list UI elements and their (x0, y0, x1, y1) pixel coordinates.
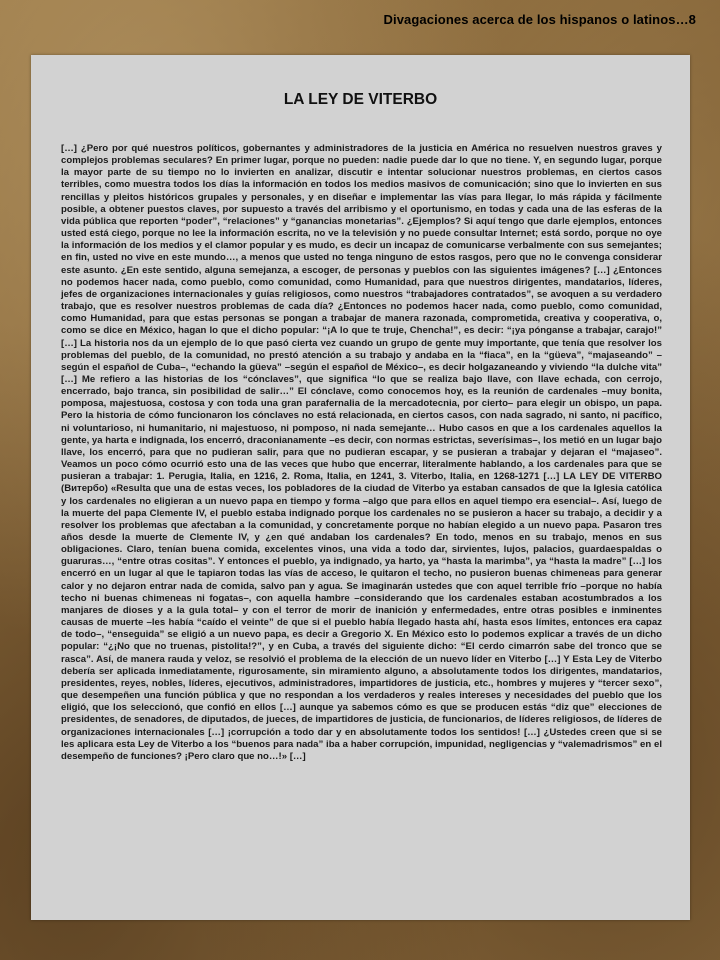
document-body: […] ¿Pero por qué nuestros políticos, gobernantes y administradores de la justicia en América no resuelven nuestros graves y complejos problemas seculares? En primer lugar, porque no pueden: nadie puede dar lo que no tiene. Y, en segundo lugar, porque la mayor parte de su tiempo no lo invierten en analizar, discutir e intentar solucionar nuestros problemas, en ciertos casos terribles, como muestra todos los días la información en todos los medios masivos de comunicación; sino que lo invierten en sus rencillas y pleitos históricos grupales y personales, y en diseñar e implementar las vías para llegar, lo más rápida y fácilmente posible, a obtener puestos claves, por supuesto a través del arribismo y el oportunismo, en todas y cada una de las esferas de la vida pública que reporten “poder”, “relaciones” y “ganancias monetarias”. ¿Ejemplos? Si aquí tengo que darle ejemplos, entonces usted está ciego, porque no lee la información escrita, no ve la televisión y no puede consultar Internet; está sordo, porque no oye la información de los medios y el clamor popular y es mudo, es decir un incapaz de comunicarse verbalmente con sus semejantes; en fin, usted no vive en este mundo…, a menos que usted no tenga ninguno de estos rasgos, pero que no le convenga considerar este asunto. ¿En este sentido, alguna semejanza, a escoger, de personas y pueblos con las siguientes imágenes? […] ¿Entonces no podemos hacer nada, como pueblo, como comunidad, como Humanidad, para que nuestros dirigentes, mandatarios, líderes, jefes de organizaciones internacionales y guías religiosos, como nuestros “trabajadores contratados”, se avoquen a su verdadero trabajo, que es resolver nuestros problemas de cada día? ¿Entonces no podemos hacer nada, como pueblo, como comunidad, como Humanidad, para que estas personas se pongan a trabajar de manera razonada, comprometida, creativa y cooperativa, o, como se dice en México, hagan lo que el dicho popular: “¡A lo que te truje, Chencha!”, es decir: “¡ya pónganse a trabajar, carajo!” […] La historia nos da un ejemplo de lo que pasó cierta vez cuando un grupo de gente muy importante, que tenía que resolver los problemas del pueblo, de la comunidad, no prestó atención a su trabajo y andaba en la “fiaca”, en la “güeva”, “majaseando” –según el español de Cuba–, “echando la güeva” –según el español de México–, es decir holgazaneando y viviendo “la dulche vita” […] Me refiero a las historias de los “cónclaves”, que significa “lo que se realiza bajo llave, con llave echada, con cerrojo, encerrado, bajo tranca, sin posibilidad de salir…” El cónclave, como conocemos hoy, es la reunión de cardenales –muy bonita, pomposa, majestuosa, costosa y con toda una gran parafernalia de la mercadotecnia, por cierto– para elegir un obispo, un papa. Pero la historia de cómo funcionaron los cónclaves no está relacionada, en ciertos casos, con nada sagrado, ni santo, ni pacífico, ni voluntarioso, ni humanitario, ni majestuoso, ni pomposo, ni nada semejante… Hubo casos en que a los cardenales aquellos la gente, ya harta e indignada, los encerró, draconianamente –es decir, con normas estrictas, severísimas–, los metió en un lugar bajo llave, los encerró, para que no pudieran salir, para que no pudieran escapar, y se pusieran a trabajar y dejaran el “majaseo”. Veamos un poco cómo ocurrió esto una de las veces que hubo que encerrar, literalmente hablando, a los cardenales para que se pusieran a trabajar: 1. Perugia, Italia, en 1216, 2. Roma, Italia, en 1241, 3. Viterbo, Italia, en 1268-1271 […] LA LEY DE VITERBO (Витербо) «Resulta que una de estas veces, los pobladores de la ciudad de Viterbo ya estaban cansados de que la Iglesia católica y los cardenales no eligieran a un nuevo papa en tiempo y forma –algo que para ellos en aquel tiempo era esencial–. Así, luego de la muerte del papa Clemente IV, el pueblo estaba indignado porque los cardenales no se pusieron a hacer su trabajo, a decidir y a resolver los problemas que afectaban a la comunidad, y concretamente porque no habían elegido a un nuevo papa. Pasaron tres años desde la muerte de Clemente IV, y ¿en qué andaban los cardenales? En todo, menos en su trabajo, menos en sus obligaciones. Claro, tenían buena comida, excelentes vinos, una vida a todo dar, sirvientes, lujos, palacios, guardaespaldas o guaruras…, “entre otras cositas”. Y entonces el pueblo, ya indignado, ya harto, ya “hasta la marimba”, ya “hasta la madre” […] los encerró en un lugar al que le tapiaron todas las vías de acceso, le quitaron el techo, no pusieron buenas chimeneas para generar calor y no dejaron entrar nada de comida, salvo pan y agua. Se imaginarán ustedes que con aquel terrible frío –porque no había techo ni buenas chimeneas ni fogatas–, con aquella hambre –considerando que los cardenales estaban acostumbrados a los manjares de dioses y a la gula total– y con el terror de morir de inanición y enfermedades, entre otras posibles e inminentes causas de muerte –les había “caído el veinte” de que si el pueblo había llegado hasta ahí, hasta esos límites, entonces era capaz de todo–, “enseguida” se eligió a un nuevo papa, es decir a Gregorio X. En México esto lo podemos explicar a través de un dicho popular: “¿¡No que no truenas, pistolita!?”, y en Cuba, a través del siguiente dicho: “El cerdo cimarrón sabe del tronco que se rasca”. Así, de manera rauda y veloz, se resolvió el problema de la elección de un nuevo líder en Viterbo […] Y Esta Ley de Viterbo debería ser aplicada inmediatamente, rigurosamente, sin miramiento alguno, a absolutamente todos los dirigentes, mandatarios, presidentes, reyes, nobles, líderes, ejecutivos, administradores, impartidores de justicia, etc., hombres y mujeres y “tercer sexo”, que desempeñen una función pública y que no respondan a los verdaderos y reales intereses y necesidades del pueblo que los eligió, que los seleccionó, que confió en ellos […] aunque ya sabemos cómo es que se producen estás “diz que” elecciones de presidentes, de senadores, de diputados, de jueces, de impartidores de justicia, de funcionarios, de líderes religiosos, de líderes de organizaciones internacionales […] ¡corrupción a todo dar y en absolutamente todos los sentidos! […] ¿Ustedes creen que si se les aplicara esta Ley de Viterbo a los “buenos para nada” iba a haber corrupción, impunidad, negligencias y “valemadrismos” en el desempeño de funciones? ¡Pero claro que no…!» […] (61, 143, 662, 762)
document-title: LA LEY DE VITERBO (283, 91, 438, 108)
document-page (31, 55, 690, 920)
header-title: Divagaciones acerca de los hispanos o latinos…8 (383, 12, 696, 27)
